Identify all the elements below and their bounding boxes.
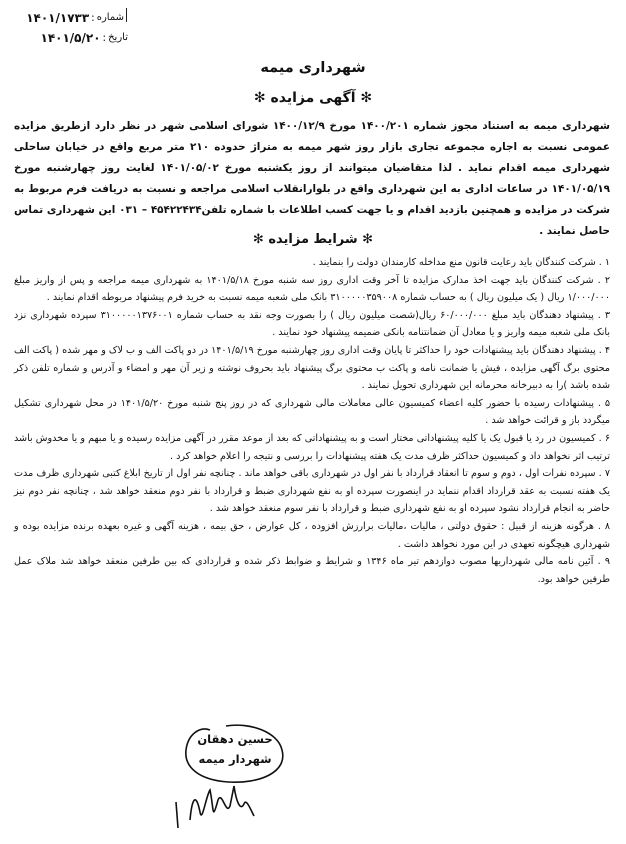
number-label: شماره [96, 12, 124, 23]
number-row: شماره : ۱۴۰۱/۱۷۳۳ [18, 8, 128, 28]
notice-intro: شهرداری میمه به استناد مجوز شماره ۱۴۰۰/۲۰۱ مورخ ۱۴۰۰/۱۲/۹ شورای اسلامی شهر در نظر دارد ازطریق مزایده عمومی نسبت به اجاره مجموعه تجاری بازار روز شهر میمه به متراژ حدوده ۲۱۰ متر مربع واقع در خیابان ساحلی شهرداری میمه اقدام نماید . لذا متقاضیان میتوانند از روز یکشنبه مورخ ۱۴۰۱/۰۵/۰۲ لغایت روز چهارشنبه مورخ ۱۴۰۱/۰۵/۱۹ در ساعات اداری به این شهرداری واقع در بلوارانقلاب اسلامی مراجعه و نسبت به دریافت فرم مربوط به شرکت در مزایده و همچنین بازدید اقدام و یا جهت کسب اطلاعات با شماره تلفن۴۵۴۲۲۴۳۴ – ۰۳۱ این شهرداری تماس حاصل نمایند . [14, 120, 611, 237]
conditions-list [14, 254, 610, 588]
number-value: ۱۴۰۱/۱۷۳۳ [26, 11, 90, 25]
condition-item: ۱ . شرکت کنندگان باید رعایت قانون منع مداخله کارمندان دولت را بنمایند . [312, 257, 610, 268]
signer-title: شهردار میمه [198, 752, 272, 766]
condition-item: ۹ . آئین نامه مالی شهرداریها مصوب دوازدهم تیر ماه ۱۳۴۶ و شرایط و ضوابط ذکر شده و قراردادی که بین طرفین منعقد خواهد شد ملاک عمل طرفین خواهد بود. [14, 556, 610, 585]
condition-item: ۲ . شرکت کنندگان باید جهت اخذ مدارک مزایده تا آخر وقت اداری روز سه شنبه مورخ ۱۴۰۱/۵/۱۸ به شهرداری میمه مراجعه و پس از واریز مبلغ ۱/۰۰۰/۰۰۰ ریال ( یک میلیون ریال ) به حساب شماره ۳۱۰۰۰۰۰۳۵۹۰۰۸ بانک ملی شعبه میمه نسبت به خرید فرم پیشنهاد مربوطه اقدام نمایند . [14, 274, 610, 304]
organization-title: شهرداری میمه [260, 60, 366, 76]
condition-item: ۵ . پیشنهادات رسیده با حضور کلیه اعضاء کمیسیون عالی معاملات مالی شهرداری که در روز پنج شنبه مورخ ۱۴۰۱/۵/۲۰ در محل شهرداری تشکیل میگردد باز و قرائت خواهد شد . [14, 397, 610, 427]
condition-item: ۷ . سپرده نفرات اول ، دوم و سوم تا انعقاد قرارداد با نفر اول در شهرداری باقی خواهد ماند . چنانچه نفر اول از تاریخ ابلاغ کتبی شهرداری ظرف مدت یک هفته نسبت به عقد قرارداد اقدام ننماید در اینصورت سپرده او به نفع شهرداری ضبط و قرارداد با نفر دوم منعقد خواهد شد ، چنانچه نفر دوم نیز حاضر به انجام قرارداد نشود سپرده او به نفع شهرداری ضبط و قرارداد با نفر سوم منعقد خواهد شد . [14, 468, 610, 515]
condition-item: ۳ . پیشنهاد دهندگان باید مبلغ ۶۰/۰۰۰/۰۰۰ ریال(شصت میلیون ریال ) را بصورت وجه نقد به حساب شماره ۳۱۰۰۰۰۰۱۳۷۶۰۰۱ سپرده شهرداری نزد بانک ملی شعبه میمه واریز و یا معادل آن ضمانتنامه بانکی ضمیمه پیشنهاد خود نمایند . [14, 309, 610, 339]
date-label: تاریخ [108, 32, 128, 43]
conditions-heading: ✻ شرایط مزایده ✻ [252, 232, 374, 247]
condition-item: ۸ . هرگونه هزینه از قبیل : حقوق دولتی ، مالیات ،مالیات برارزش افزوده ، کل عوارض ، حق بیمه ، هزینه آگهی و غیره بعهده برنده مزایده بوده و شهرداری هیچگونه تعهدی در این مورد نخواهد داشت . [14, 520, 610, 550]
date-row: تاریخ : ۱۴۰۱/۵/۲۰ [18, 28, 128, 48]
signer-name: حسین دهقان [197, 732, 273, 746]
signature-block [170, 720, 300, 836]
date-value: ۱۴۰۱/۵/۲۰ [40, 31, 101, 45]
condition-item: ۶ . کمیسیون در رد یا قبول یک یا کلیه پیشنهاداتی مختار است و به پیشنهاداتی که بعد از موعد مقرر در آگهی مزایده رسیده و یا مبهم و یا مخدوش باشد ترتیب اثر نخواهد داد و کمیسیون حداکثر ظرف مدت یک هفته پیشنهادات را بررسی و نتیجه را اعلام خواهد کرد . [14, 432, 610, 462]
document-meta [18, 8, 128, 48]
divider [126, 8, 127, 22]
notice-title: ✻ آگهی مزایده ✻ [253, 90, 373, 106]
condition-item: ۴ . پیشنهاد دهندگان باید پیشنهادات خود را حداکثر تا پایان وقت اداری روز چهارشنبه مورخ ۱۴۰۱/۵/۱۹ در دو پاکت الف و ب لاک و مهر شده ( پاکت الف محتوی برگ آگهی مزایده ، فیش یا ضمانت نامه و پاکت ب محتوی برگ پیشنهاد باید بحروف نوشته و زیر آن مهر و امضاء و آدرس و شماره تلفن ذکر شده باشد )را به دبیرخانه محرمانه این شهرداری تحویل نمایند . [14, 344, 610, 392]
